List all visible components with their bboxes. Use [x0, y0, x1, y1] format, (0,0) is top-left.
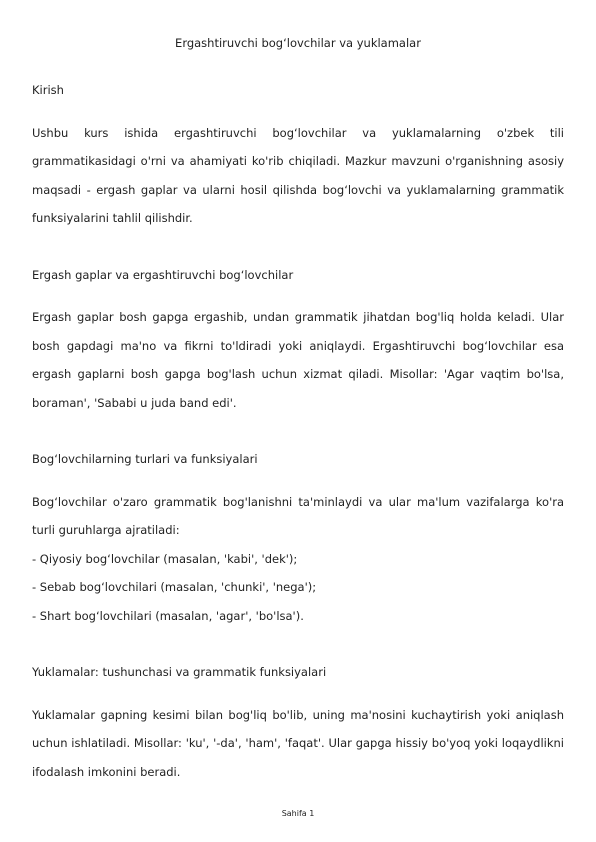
section-particles — [32, 658, 564, 786]
list-item: - Sebab bog‘lovchilari (masalan, 'chunki', 'nega'); — [32, 580, 317, 594]
section-paragraph: Yuklamalar gapning kesimi bilan bog'liq bo'lib, uning ma'nosini kuchaytirish yoki aniqlash uchun ishlatiladi. Misollar: 'ku', '-da', 'ham', 'faqat'. Ular gapga hissiy bo'yoq yoki loqaydlikni ifodalash imkonini beradi. — [32, 707, 564, 779]
section-heading: Ergash gaplar va ergashtiruvchi bog‘lovchilar — [32, 267, 294, 282]
section-paragraph: Ergash gaplar bosh gapga ergashib, undan grammatik jihatdan bog'liq holda keladi. Ular bosh gapdagi ma'no va fikrni to'ldiradi yoki aniqlaydi. Ergashtiruvchi bog‘lovchilar esa ergash gaplarni bosh gapga bog'lash uchun xizmat qiladi. Misollar: 'Agar vaqtim bo'lsa, boraman', 'Sababi u juda band edi'. — [32, 310, 564, 410]
section-heading: Kirish — [32, 83, 64, 97]
section-paragraph: Ushbu kurs ishida ergashtiruvchi bog‘lovchilar va yuklamalarning o'zbek tili grammatikasidagi o'rni va ahamiyati ko'rib chiqiladi. Mazkur mavzuni o'rganishning asosiy maqsadi - ergash gaplar va ularni hosil qilishda bog‘lovchi va yuklamalarning grammatik funksiyalarini tahlil qilishdir. — [32, 125, 564, 225]
section-heading: Yuklamalar: tushunchasi va grammatik funksiyalari — [32, 665, 327, 679]
section-conjunction-types — [32, 445, 564, 630]
list-item: - Shart bog‘lovchilari (masalan, 'agar', 'bo'lsa'). — [32, 608, 304, 623]
section-introduction — [32, 76, 564, 233]
document-title: Ergashtiruvchi bog‘lovchilar va yuklamalar — [175, 36, 421, 50]
section-subordinate-clauses — [32, 261, 564, 418]
section-paragraph: Bog‘lovchilar o'zaro grammatik bog'lanishni ta'minlaydi va ular ma'lum vazifalarga ko'ra turli guruhlarga ajratiladi: — [32, 494, 564, 537]
list-item: - Qiyosiy bog‘lovchilar (masalan, 'kabi', 'dek'); — [32, 551, 298, 566]
page-number: Sahifa 1 — [281, 809, 315, 818]
document-body — [32, 76, 564, 786]
section-heading: Bog‘lovchilarning turlari va funksiyalari — [32, 452, 258, 466]
